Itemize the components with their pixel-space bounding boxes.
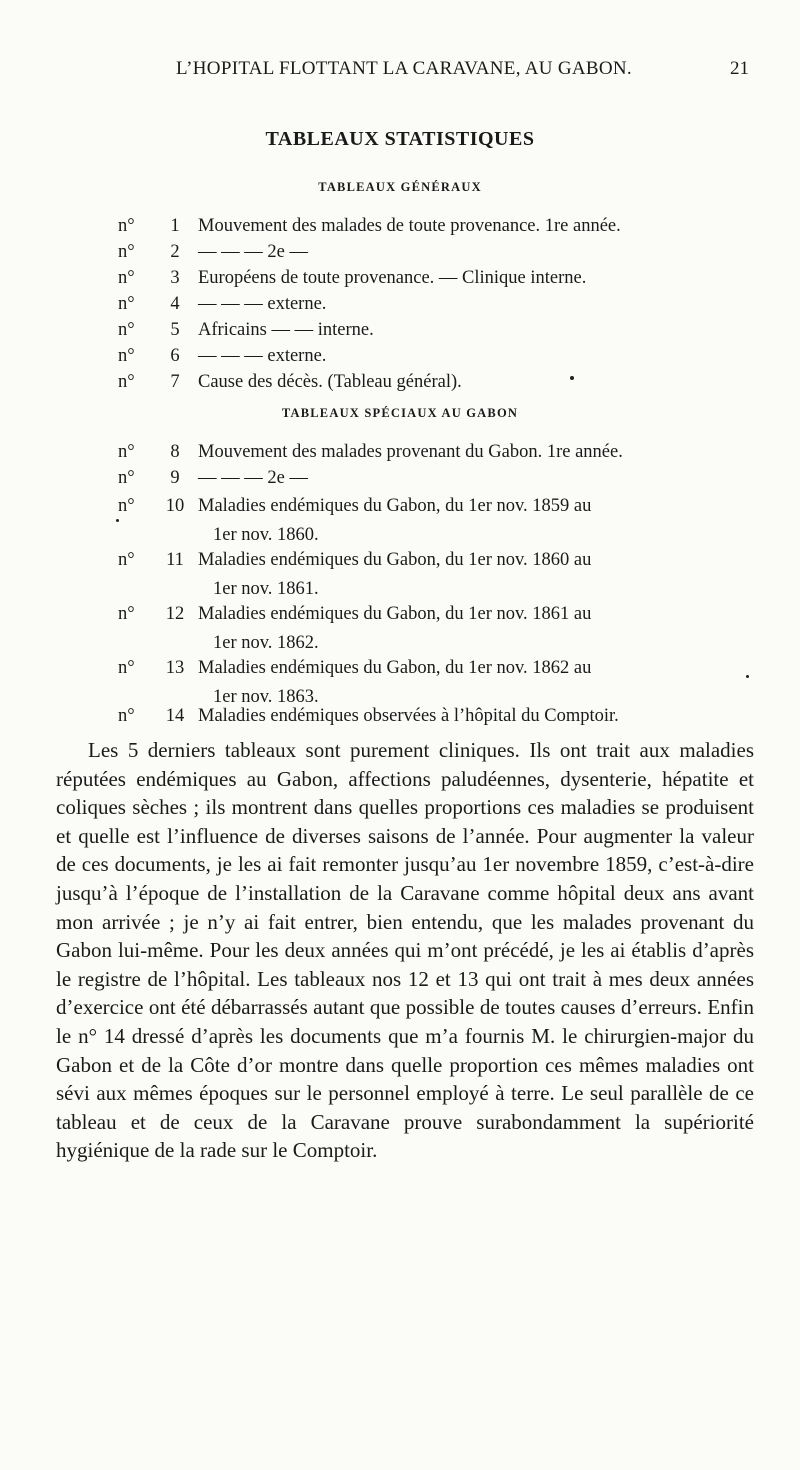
row-number-prefix: n° xyxy=(118,268,135,288)
row-text: Africains — — interne. xyxy=(198,320,374,340)
row-number: 1 xyxy=(170,216,180,236)
row-number-prefix: n° xyxy=(118,658,135,678)
print-speck xyxy=(116,519,119,522)
body-paragraph xyxy=(56,736,754,1165)
print-speck xyxy=(570,376,574,380)
running-head xyxy=(0,58,800,88)
row-number: 2 xyxy=(170,242,180,262)
row-number-prefix: n° xyxy=(118,294,135,314)
running-head-title: L’HOPITAL FLOTTANT LA CARAVANE, AU GABON. xyxy=(176,58,632,79)
print-speck xyxy=(746,675,749,678)
row-number: 14 xyxy=(165,706,185,726)
row-text-continuation: 1er nov. 1860. xyxy=(213,525,319,545)
row-text: Maladies endémiques du Gabon, du 1er nov. 1862 au xyxy=(198,658,592,678)
row-text-continuation: 1er nov. 1863. xyxy=(213,687,319,707)
section-heading-general: TABLEAUX GÉNÉRAUX xyxy=(318,180,482,194)
row-number-prefix: n° xyxy=(118,372,135,392)
row-number-prefix: n° xyxy=(118,496,135,516)
row-number-prefix: n° xyxy=(118,320,135,340)
row-text-continuation: 1er nov. 1862. xyxy=(213,633,319,653)
row-text: Maladies endémiques observées à l’hôpital du Comptoir. xyxy=(198,706,619,726)
row-number: 8 xyxy=(170,442,180,462)
page-title: TABLEAUX STATISTIQUES xyxy=(265,128,535,150)
row-number-prefix: n° xyxy=(118,346,135,366)
row-text: Maladies endémiques du Gabon, du 1er nov. 1861 au xyxy=(198,604,592,624)
row-number: 10 xyxy=(165,496,185,516)
row-text: Mouvement des malades provenant du Gabon. 1re année. xyxy=(198,442,623,462)
row-text-continuation: 1er nov. 1861. xyxy=(213,579,319,599)
row-text: — — — externe. xyxy=(198,294,327,314)
row-number-prefix: n° xyxy=(118,550,135,570)
row-number: 11 xyxy=(166,550,184,570)
row-number: 7 xyxy=(170,372,180,392)
row-text: Mouvement des malades de toute provenance. 1re année. xyxy=(198,216,621,236)
paragraph-text: Les 5 derniers tableaux sont purement cliniques. Ils ont trait aux maladies réputées endémiques au Gabon, affections paludéennes, dysenterie, hépatite et coliques sèches ; ils montrent dans quelles proportions ces maladies se produisent et quelle est l’influence de diverses saisons de l’année. Pour augmenter la valeur de ces documents, je les ai fait remonter jusqu’au 1er novembre 1859, c’est-à-dire jusqu’à l’époque de l’installation de la Caravane comme hôpital deux ans avant mon arrivée ; je n’y ai fait entrer, bien entendu, que les malades provenant du Gabon lui-même. Pour les deux années qui m’ont précédé, je les ai établis d’après le registre de l’hôpital. Les tableaux nos 12 et 13 qui ont trait à mes deux années d’exercice ont été débarrassés autant que possible de toutes causes d’erreurs. Enfin le n° 14 dressé d’après les documents que m’a fournis M. le chirurgien-major du Gabon et de la Côte d’or montre dans quelle proportion ces mêmes maladies ont sévi aux mêmes époques sur le personnel employé à terre. Le seul parallèle de ce tableau et de ceux de la Caravane prouve surabondamment la supériorité hygiénique de la rade sur le Comptoir. xyxy=(56,738,754,1163)
row-number: 4 xyxy=(170,294,180,314)
page-number: 21 xyxy=(730,58,749,79)
row-text: Maladies endémiques du Gabon, du 1er nov. 1859 au xyxy=(198,496,592,516)
row-number-prefix: n° xyxy=(118,468,135,488)
section-heading-special: TABLEAUX SPÉCIAUX AU GABON xyxy=(281,406,519,420)
row-text: — — — 2e — xyxy=(198,242,308,262)
row-number: 5 xyxy=(170,320,180,340)
row-text: Maladies endémiques du Gabon, du 1er nov. 1860 au xyxy=(198,550,592,570)
row-number-prefix: n° xyxy=(118,216,135,236)
row-number-prefix: n° xyxy=(118,604,135,624)
row-number-prefix: n° xyxy=(118,242,135,262)
row-text: — — — externe. xyxy=(198,346,327,366)
row-text: — — — 2e — xyxy=(198,468,308,488)
row-number: 6 xyxy=(170,346,180,366)
row-number: 12 xyxy=(165,604,185,624)
row-text: Européens de toute provenance. — Clinique interne. xyxy=(198,268,587,288)
row-number-prefix: n° xyxy=(118,442,135,462)
row-text: Cause des décès. (Tableau général). xyxy=(198,372,462,392)
row-number: 3 xyxy=(170,268,180,288)
row-number: 13 xyxy=(165,658,185,678)
row-number-prefix: n° xyxy=(118,706,135,726)
row-number: 9 xyxy=(170,468,180,488)
